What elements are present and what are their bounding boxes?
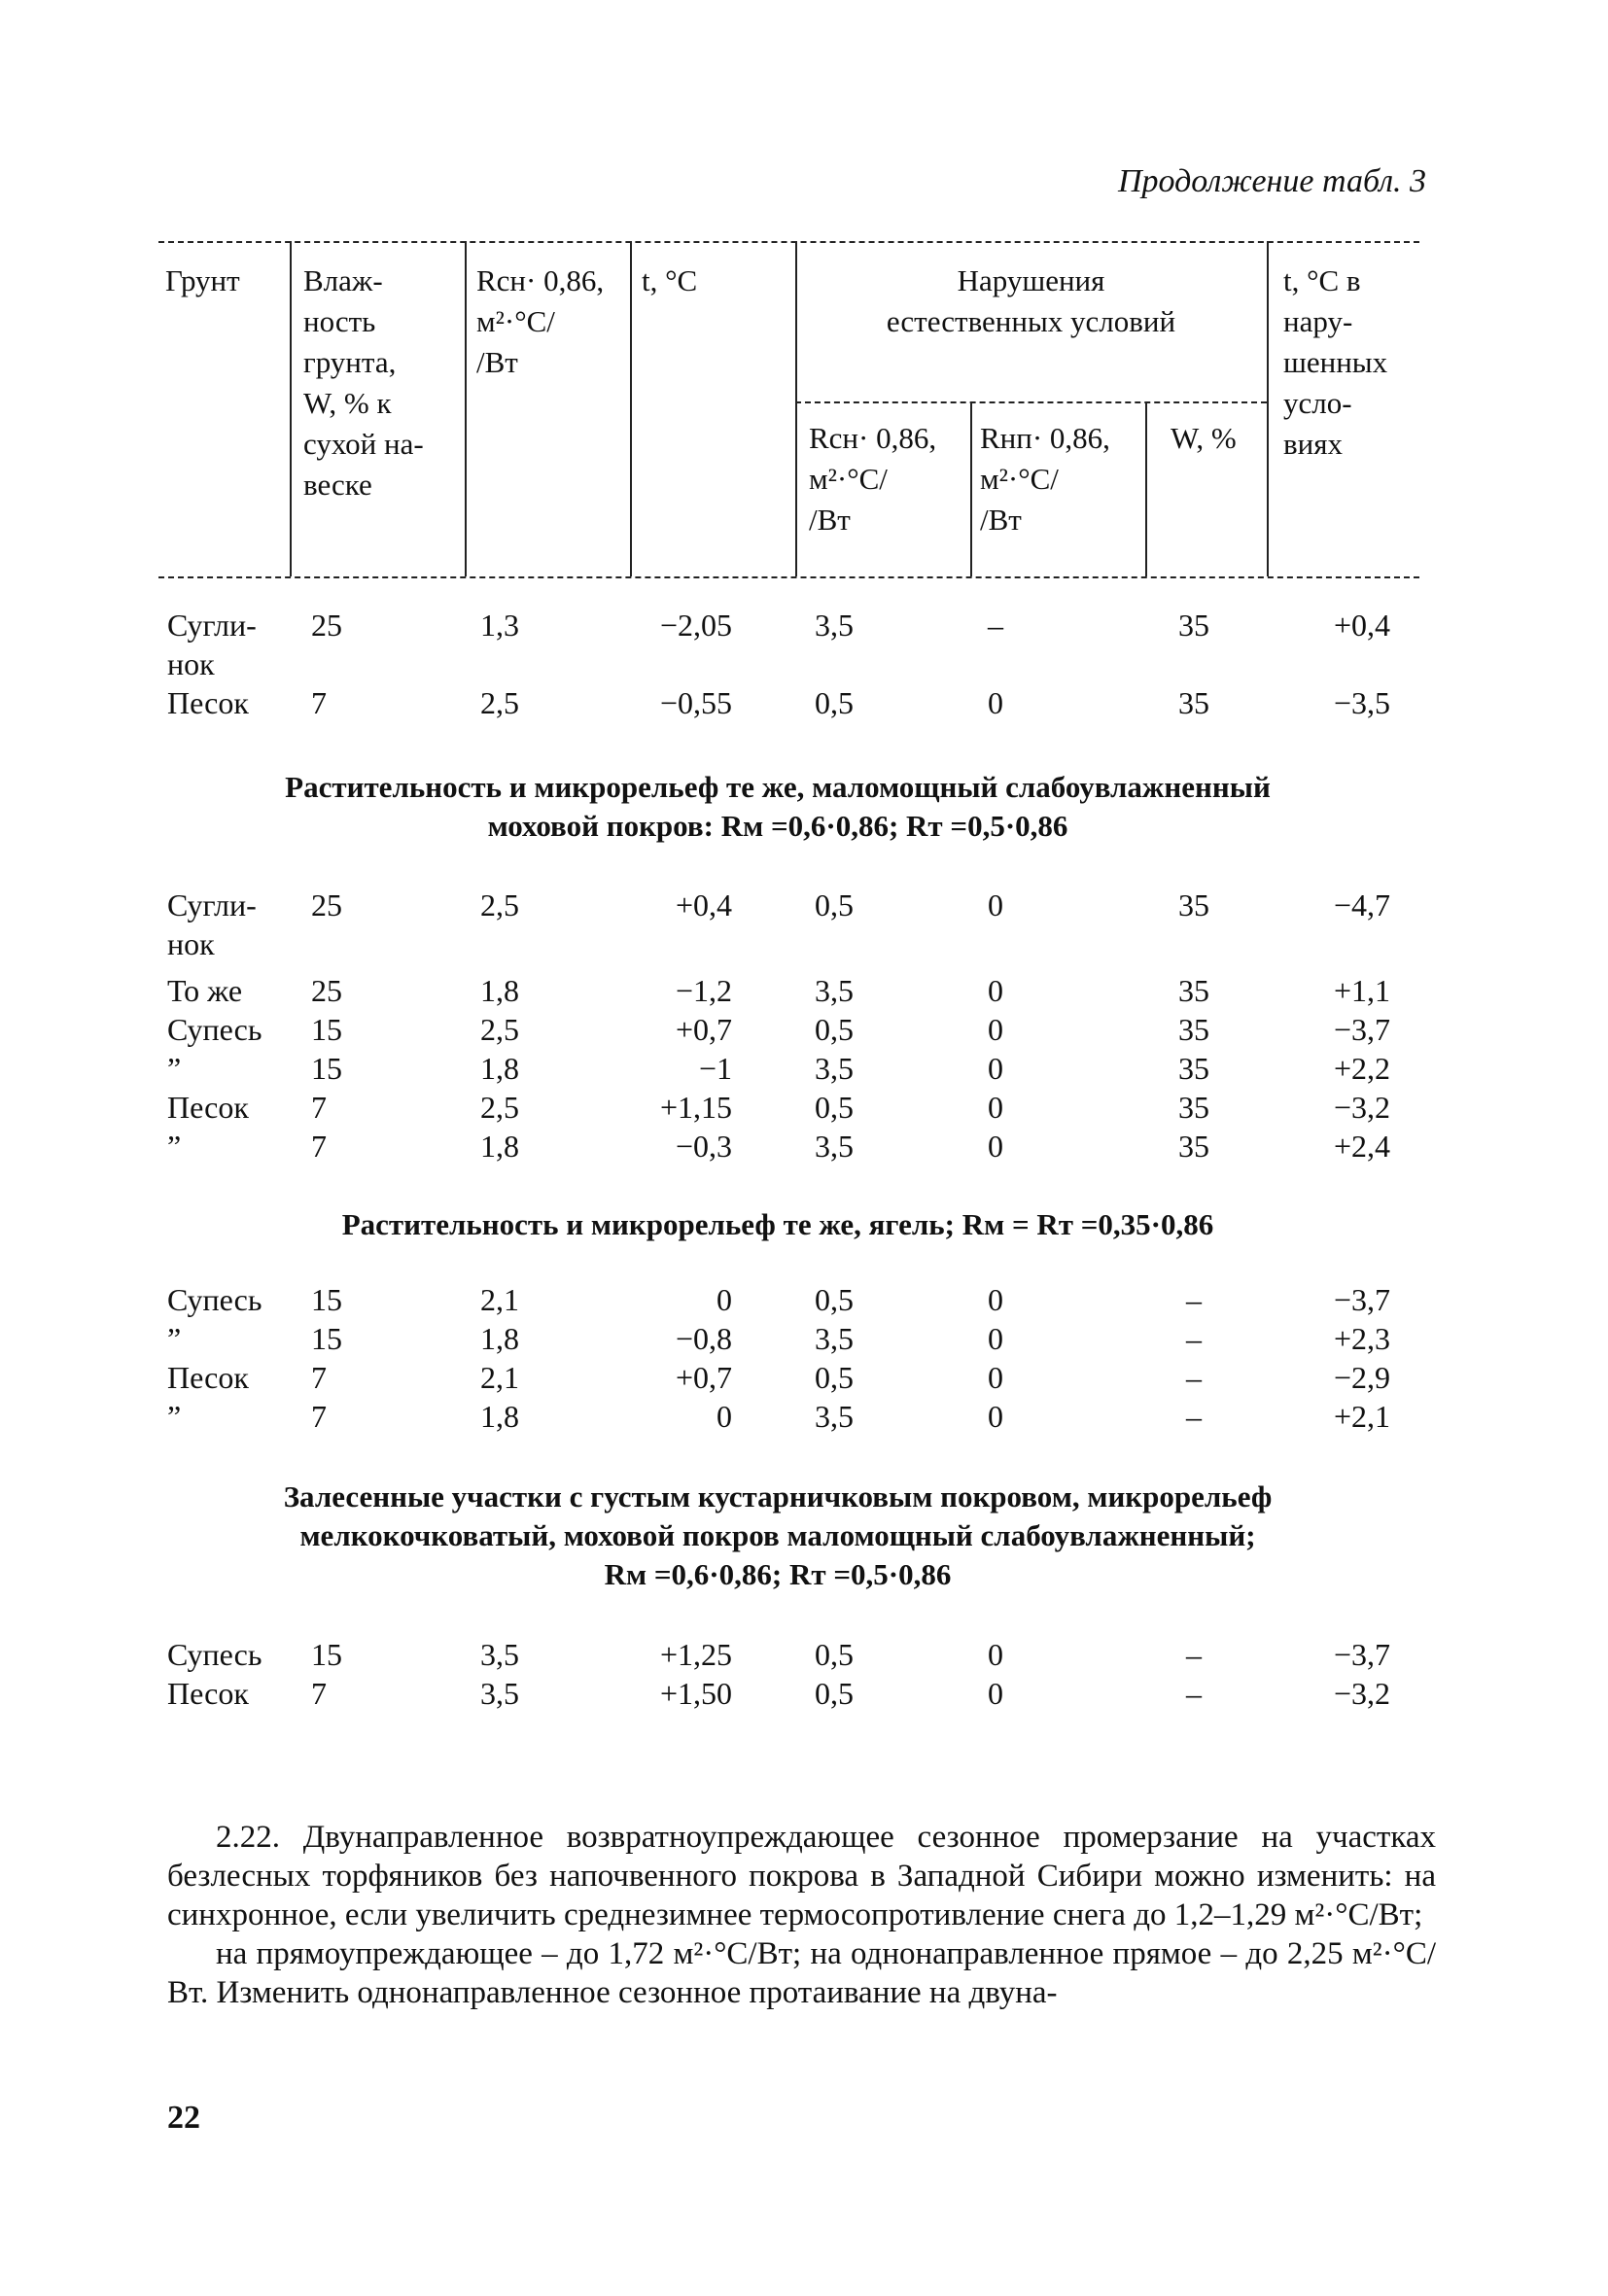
cell-t2: −3,7: [1333, 1282, 1390, 1317]
cell-t: 0: [717, 1399, 732, 1434]
cell-t: −2,05: [659, 608, 732, 643]
cell-w2: 35: [1178, 685, 1209, 720]
header-sub-w: W, %: [1171, 421, 1237, 455]
cell-soil: нок: [167, 926, 215, 961]
cell-w: 7: [311, 685, 327, 720]
cell-r: 2,5: [480, 1012, 519, 1047]
cell-rnp: 0: [988, 1321, 1003, 1356]
header-soil: Грунт: [165, 263, 240, 297]
cell-r: 3,5: [480, 1676, 519, 1711]
cell-r: 1,8: [480, 1399, 519, 1434]
cell-r: 2,1: [480, 1360, 519, 1395]
cell-w: 25: [311, 608, 342, 643]
cell-r2: 0,5: [815, 1676, 854, 1711]
cell-rnp: 0: [988, 1129, 1003, 1164]
cell-t: −0,8: [675, 1321, 732, 1356]
cell-r: 1,8: [480, 1051, 519, 1086]
cell-w2: –: [1186, 1360, 1202, 1395]
cell-rnp: 0: [988, 1637, 1003, 1672]
cell-r2: 3,5: [815, 608, 854, 643]
header-divider: [630, 241, 632, 576]
paragraph-line: на прямоупреждающее – до 1,72 м²·°С/Вт; на однонаправленное прямое – до 2,25 м²·°С/Вт. Изменить однонаправленное сезонное протаивание на двуна-: [167, 1936, 1436, 2010]
cell-t2: −4,7: [1333, 887, 1390, 922]
cell-r2: 0,5: [815, 1360, 854, 1395]
group-title: Растительность и микрорельеф те же, маломощный слабоувлажненный: [285, 770, 1271, 804]
cell-soil: ”: [167, 1129, 182, 1164]
cell-w2: 35: [1178, 608, 1209, 643]
cell-soil: нок: [167, 646, 215, 681]
cell-t2: −3,7: [1333, 1637, 1390, 1672]
cell-r: 1,3: [480, 608, 519, 643]
header-moisture: Влаж- ность грунта, W, % к сухой на- веске: [303, 263, 424, 502]
cell-rnp: 0: [988, 887, 1003, 922]
cell-rnp: 0: [988, 1360, 1003, 1395]
cell-r: 3,5: [480, 1637, 519, 1672]
cell-soil: ”: [167, 1321, 182, 1356]
cell-rnp: 0: [988, 1051, 1003, 1086]
cell-r: 2,1: [480, 1282, 519, 1317]
cell-r2: 0,5: [815, 887, 854, 922]
cell-r2: 0,5: [815, 1012, 854, 1047]
cell-w2: –: [1186, 1399, 1202, 1434]
group-title: Растительность и микрорельеф те же, ягель; Rм = Rт =0,35·0,86: [341, 1207, 1214, 1241]
cell-t2: −3,7: [1333, 1012, 1390, 1047]
group-sub-rule: [795, 401, 1267, 403]
cell-rnp: 0: [988, 973, 1003, 1008]
paragraph-line: 2.22. Двунаправленное возвратноупреждающее сезонное промерзание на участках безлесных торфяников без напочвенного покрова в Западной Сибири можно изменить: на синхронное, если увеличить среднезимнее термосопротивление снега до 1,2–1,29 м²·°С/Вт;: [167, 1820, 1436, 1932]
header-sub-r-sn: Rсн· 0,86, м²·°С/ /Вт: [809, 421, 937, 537]
header-group-disturbance: Нарушения естественных условий: [886, 263, 1176, 338]
cell-w: 15: [311, 1051, 342, 1086]
cell-soil: Супесь: [167, 1282, 262, 1317]
cell-w2: 35: [1178, 1129, 1209, 1164]
cell-soil: То же: [167, 973, 243, 1008]
cell-t2: +0,4: [1333, 608, 1390, 643]
cell-w2: –: [1186, 1321, 1202, 1356]
cell-w2: 35: [1178, 1090, 1209, 1125]
paragraph-2-22: [167, 1818, 1436, 2012]
cell-w: 25: [311, 973, 342, 1008]
cell-w2: –: [1186, 1282, 1202, 1317]
cell-r: 1,8: [480, 973, 519, 1008]
cell-w: 15: [311, 1637, 342, 1672]
cell-t: −1,2: [675, 973, 732, 1008]
cell-soil: Супесь: [167, 1012, 262, 1047]
cell-soil: Песок: [167, 1090, 249, 1125]
cell-t: +0,7: [675, 1012, 732, 1047]
cell-rnp: 0: [988, 1676, 1003, 1711]
cell-w2: –: [1186, 1676, 1202, 1711]
cell-w2: 35: [1178, 1051, 1209, 1086]
cell-soil: Песок: [167, 685, 249, 720]
page-number: 22: [167, 2100, 200, 2136]
cell-w2: 35: [1178, 887, 1209, 922]
cell-w: 15: [311, 1012, 342, 1047]
table-top-rule: [158, 241, 1419, 243]
table-header-bottom-rule: [158, 576, 1419, 578]
cell-r2: 3,5: [815, 1051, 854, 1086]
cell-w: 7: [311, 1129, 327, 1164]
cell-t: +1,25: [659, 1637, 732, 1672]
cell-w: 25: [311, 887, 342, 922]
header-divider: [465, 241, 467, 576]
cell-t2: −3,2: [1333, 1676, 1390, 1711]
header-r-sn: Rсн· 0,86, м²·°С/ /Вт: [476, 263, 605, 379]
header-divider: [1267, 241, 1269, 576]
cell-soil: Песок: [167, 1360, 249, 1395]
cell-soil: ”: [167, 1051, 182, 1086]
header-divider: [1145, 401, 1147, 576]
cell-w2: –: [1186, 1637, 1202, 1672]
header-t: t, °С: [642, 263, 698, 297]
cell-w2: 35: [1178, 1012, 1209, 1047]
cell-w: 7: [311, 1676, 327, 1711]
cell-r2: 3,5: [815, 1399, 854, 1434]
cell-t2: −3,2: [1333, 1090, 1390, 1125]
cell-r: 2,5: [480, 887, 519, 922]
cell-t2: −2,9: [1333, 1360, 1390, 1395]
cell-t2: +2,4: [1333, 1129, 1390, 1164]
cell-r2: 0,5: [815, 1282, 854, 1317]
cell-soil: Сугли-: [167, 608, 257, 643]
cell-soil: Супесь: [167, 1637, 262, 1672]
cell-r2: 0,5: [815, 685, 854, 720]
cell-t2: +2,2: [1333, 1051, 1390, 1086]
cell-w: 15: [311, 1282, 342, 1317]
cell-w2: 35: [1178, 973, 1209, 1008]
cell-t2: +2,3: [1333, 1321, 1390, 1356]
group-title: мелкокочковатый, моховой покров маломощный слабоувлажненный;: [299, 1518, 1256, 1552]
cell-r2: 0,5: [815, 1637, 854, 1672]
header-sub-r-np: Rнп· 0,86, м²·°С/ /Вт: [980, 421, 1110, 537]
cell-r2: 0,5: [815, 1090, 854, 1125]
cell-t2: −3,5: [1333, 685, 1390, 720]
cell-t: −1: [698, 1051, 732, 1086]
cell-w: 7: [311, 1090, 327, 1125]
cell-r: 1,8: [480, 1321, 519, 1356]
cell-w: 15: [311, 1321, 342, 1356]
cell-r: 2,5: [480, 1090, 519, 1125]
cell-t: 0: [717, 1282, 732, 1317]
cell-r2: 3,5: [815, 1129, 854, 1164]
header-t-disturbed: t, °С в нару- шенных усло- виях: [1283, 263, 1388, 461]
cell-rnp: 0: [988, 1399, 1003, 1434]
cell-rnp: 0: [988, 685, 1003, 720]
cell-t: −0,3: [675, 1129, 732, 1164]
cell-soil: Песок: [167, 1676, 249, 1711]
header-divider: [970, 401, 972, 576]
cell-w: 7: [311, 1360, 327, 1395]
group-title: Залесенные участки с густым кустарничковым покровом, микрорельеф: [283, 1479, 1273, 1513]
cell-r: 1,8: [480, 1129, 519, 1164]
cell-t: +1,50: [659, 1676, 732, 1711]
cell-t: +1,15: [659, 1090, 732, 1125]
group-title: Rм =0,6·0,86; Rт =0,5·0,86: [604, 1557, 952, 1591]
group-title: моховой покров: Rм =0,6·0,86; Rт =0,5·0,86: [487, 809, 1068, 843]
cell-soil: ”: [167, 1399, 182, 1434]
cell-r: 2,5: [480, 685, 519, 720]
header-divider: [290, 241, 292, 576]
cell-t2: +1,1: [1333, 973, 1390, 1008]
cell-rnp: 0: [988, 1282, 1003, 1317]
continuation-title: Продолжение табл. 3: [1118, 163, 1427, 199]
cell-t: −0,55: [659, 685, 732, 720]
cell-r2: 3,5: [815, 1321, 854, 1356]
cell-rnp: 0: [988, 1012, 1003, 1047]
cell-rnp: –: [988, 608, 1003, 643]
cell-t2: +2,1: [1333, 1399, 1390, 1434]
cell-t: +0,4: [675, 887, 732, 922]
cell-rnp: 0: [988, 1090, 1003, 1125]
cell-w: 7: [311, 1399, 327, 1434]
cell-soil: Сугли-: [167, 887, 257, 922]
cell-t: +0,7: [675, 1360, 732, 1395]
cell-r2: 3,5: [815, 973, 854, 1008]
